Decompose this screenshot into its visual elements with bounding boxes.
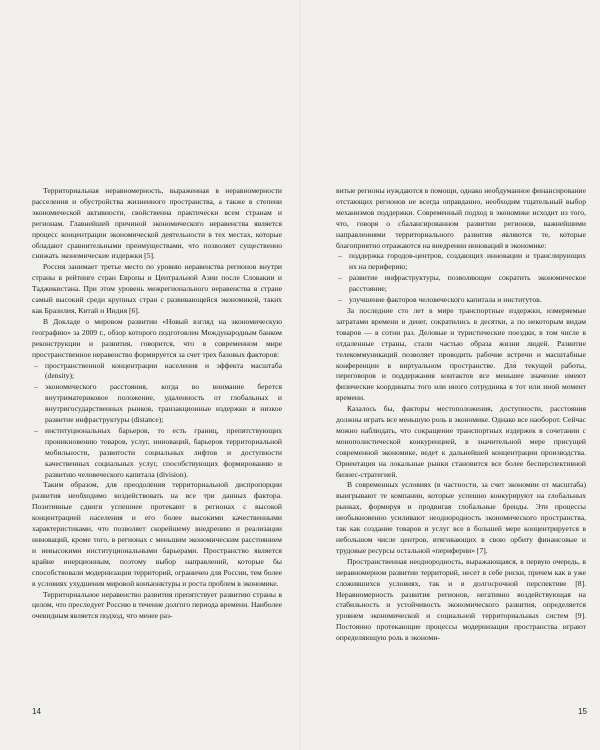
paragraph: Казалось бы, факторы местоположения, доступности, расстояния должны играть все меньшую роль в экономике. Однако все наоборот. Сейчас можно наблюдать, что сокращение транспортных издержек в сочетании с монополистической конкуренцией, в значительной мере присущей современной экономике, ведет к дальнейшей концентрации производства. Ориентация на локальные рынки становится все более бесперспективной бизнес-стратегией.: [336, 404, 586, 479]
paragraph: Территориальное неравенство развития препятствует развитию страны в целом, что преследует Россию в течение долгого периода времени. Наиболее очевидным является подход, что менее раз-: [32, 589, 282, 621]
paragraph: Территориальная неравномерность, выраженная в неравномерности расселения и обустройства жизненного пространства, а также в степени экономической активности, свойственна практически всем странам и регионам. Главнейшей причиной экономического неравенства является процесс концентрации экономической деятельности в тех местах, которые обладают сравнительными преимуществами, что позволяет существенно снижать экономические издержки [5].: [32, 186, 282, 261]
factor-list: [32, 361, 282, 481]
page-number-right: 15: [578, 707, 587, 716]
paragraph: Россия занимает третье место по уровню неравенства регионов внутри страны в рейтинге стран Европы и Центральной Азии после Словакии и Таджикистана. При этом уровень межрегионального неравенства в стране самый высокий среди крупных стран с развивающейся экономикой, таких как Бразилия, Китай и Индия [6].: [32, 262, 282, 315]
paragraph: Пространственная неоднородность, выражающаяся, в первую очередь, в неравномерном развитии территорий, несет в себе риски, причем как в уже сложившихся условиях, так и в долгосрочной перспективе [8]. Неравномерность развития регионов, негативно воздействующая на стабильность и устойчивость экономического развития, определяется уровнем экономической и социальной территориальных систем [9]. Постоянно протекающие процессы модернизации пространства играют определяющую роль в экономи-: [336, 556, 586, 643]
list-item: – институциональных барьеров, то есть границ, препятствующих проникновению товаров, услуг, инноваций, барьеров территориальной мобильности, развитости социальных лифтов и доступности качественных социальных услуг, способствующих формированию и развитию человеческого капитала (division).: [32, 426, 282, 481]
list-item: – экономического расстояния, когда во внимание берется внутриматериковое положение, удаленность от глобальных и внутригосударственных рынков, транзакционные издержки и низкое развитие инфраструктуры (distance);: [32, 382, 282, 426]
paragraph: Таким образом, для преодоления территориальной диспропорции развития необходимо воздействовать на все три данных фактора. Позитивные сдвиги успешнее протекают в регионах с высокой концентрацией населения и его более высокими качественными характеристиками, что позволяет скорейшему внедрению и реализации инноваций, кроме того, в регионах с меньшим экономическим расстоянием и невысокими институциональными барьерами. Пространство является крайне инерционным, поэтому выбор направлений, которые бы способствовали модернизации территорий, ограничен для России, тем более в условиях ухудшения мировой конъюнктуры и роста проблем в экономике.: [32, 480, 282, 588]
paragraph: витые регионы нуждаются в помощи, однако необдуманное финансирование отстающих регионов не всегда оправданно, необходим тщательный выбор механизмов поддержки. Современный подход в экономике исходит из того, что, говоря о сбалансированном развитии регионов, важнейшими направлениями территориального развития являются те, которые благоприятно отражаются на внедрении инноваций в экономике:: [336, 186, 586, 250]
list-item: – пространственной концентрации населения и эффекта масштаба (density);: [32, 361, 282, 383]
page-number-left: 14: [32, 707, 41, 716]
paragraph: В Докладе о мировом развитии «Новый взгляд на экономическую географию» за 2009 г., обзор которого подготовлен Международным банком реконструкции и развития, говорится, что в современном мире пространственное неравенство формируется за счет трех базовых факторов:: [32, 316, 282, 359]
direction-list: [336, 251, 586, 306]
left-page-text-column: [32, 186, 282, 622]
paragraph: В современных условиях (в частности, за счет экономии от масштаба) выигрывают те компании, которые успешно конкурируют на глобальных рынках, формируя и продвигая глобальные бренды. Эти процессы необыкновенно усиливают неоднородность экономического пространства, так как создание товаров и услуг все в большей мере концентрируется в небольшом числе центров, втягивающих в свою орбиту финансовые и трудовые ресурсы остальной «периферии» [7].: [336, 480, 586, 555]
right-page-text-column: [336, 186, 586, 644]
list-item: – поддержка городов-центров, создающих инновации и транслирующих их на периферию;: [336, 251, 586, 273]
list-item: – развитие инфраструктуры, позволяющее сократить экономическое расстояние;: [336, 273, 586, 295]
list-item: – улучшение факторов человеческого капитала и институтов.: [336, 295, 586, 306]
paragraph: За последние сто лет в мире транспортные издержки, измеряемые затратами времени и денег, сократились в десятки, а по некоторым видам товаров — в сотни раз. Деловые и туристические поездки, в том числе в отдаленные страны, стали частью образа жизни людей. Развитие телекоммуникаций позволяет проводить рабочие встречи и масштабные конференции в виртуальном пространстве. Для текущей работы, переговоров и поддержания контактов все меньшее значение имеют физические координаты того или иного сотрудника в тот или иной момент времени.: [336, 305, 586, 403]
